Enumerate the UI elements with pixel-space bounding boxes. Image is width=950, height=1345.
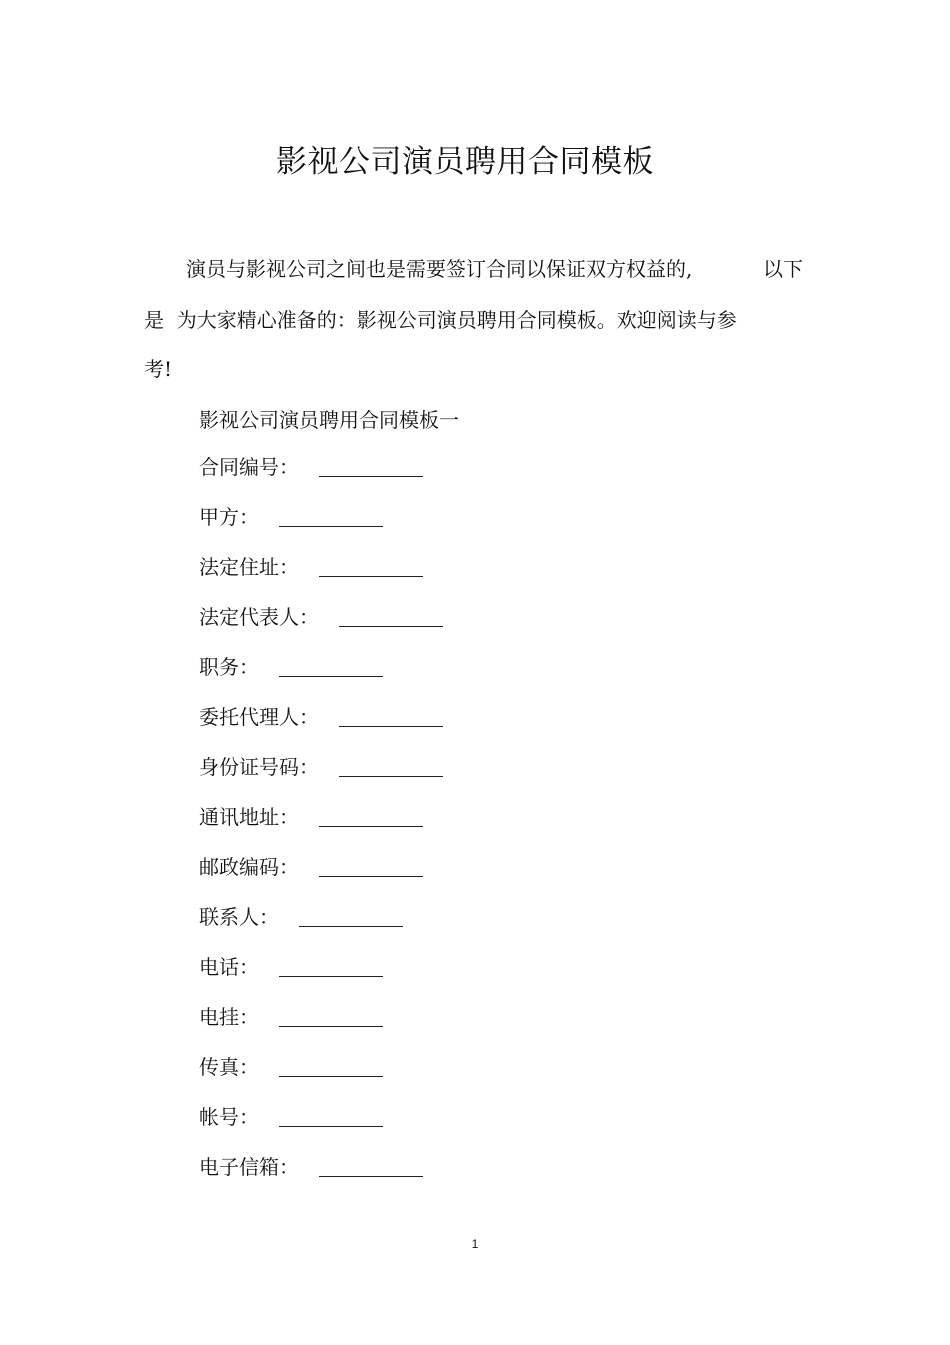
field-party-a	[199, 502, 443, 552]
fill-in-blank[interactable]	[339, 602, 443, 627]
field-label: 电挂：	[199, 1005, 259, 1029]
fill-in-blank[interactable]	[279, 502, 383, 527]
field-fax	[199, 1052, 443, 1102]
fill-in-blank[interactable]	[319, 452, 423, 477]
fill-in-blank[interactable]	[319, 802, 423, 827]
intro-line-1: 演员与影视公司之间也是需要签订合同以保证双方权益的,	[186, 257, 693, 281]
field-label: 电子信箱：	[199, 1155, 299, 1179]
fill-in-blank[interactable]	[319, 852, 423, 877]
fill-in-blank[interactable]	[319, 552, 423, 577]
fill-in-blank[interactable]	[339, 752, 443, 777]
field-account-number	[199, 1102, 443, 1152]
field-label: 联系人：	[199, 905, 279, 929]
field-postal-code	[199, 852, 443, 902]
field-telephone	[199, 952, 443, 1002]
field-label: 电话：	[199, 955, 259, 979]
field-label: 身份证号码：	[199, 755, 319, 779]
field-legal-representative	[199, 602, 443, 652]
intro-line-3: 考!	[144, 357, 173, 381]
field-label: 甲方：	[199, 505, 259, 529]
field-contract-number	[199, 452, 443, 502]
field-id-number	[199, 752, 443, 802]
field-label: 法定住址：	[199, 555, 299, 579]
document-title: 影视公司演员聘用合同模板	[276, 144, 654, 180]
field-label: 委托代理人：	[199, 705, 319, 729]
intro-line-1-end: 以下	[763, 257, 803, 281]
field-legal-address	[199, 552, 443, 602]
field-authorized-agent	[199, 702, 443, 752]
field-email	[199, 1152, 443, 1202]
fill-in-blank[interactable]	[279, 1002, 383, 1027]
field-label: 职务：	[199, 655, 259, 679]
fill-in-blank[interactable]	[279, 652, 383, 677]
field-position	[199, 652, 443, 702]
contract-fields-list	[199, 452, 443, 1202]
field-label: 通讯地址：	[199, 805, 299, 829]
fill-in-blank[interactable]	[279, 1102, 383, 1127]
field-contact-person	[199, 902, 443, 952]
fill-in-blank[interactable]	[279, 1052, 383, 1077]
field-label: 帐号：	[199, 1105, 259, 1129]
field-label: 法定代表人：	[199, 605, 319, 629]
field-mailing-address	[199, 802, 443, 852]
page-number: 1	[471, 1237, 479, 1251]
intro-line-2: 是 为大家精心准备的：影视公司演员聘用合同模板。欢迎阅读与参	[144, 308, 737, 332]
fill-in-blank[interactable]	[299, 902, 403, 927]
fill-in-blank[interactable]	[339, 702, 443, 727]
field-label: 传真：	[199, 1055, 259, 1079]
field-telegraph	[199, 1002, 443, 1052]
field-label: 合同编号：	[199, 455, 299, 479]
fill-in-blank[interactable]	[319, 1152, 423, 1177]
contract-subtitle: 影视公司演员聘用合同模板一	[199, 408, 459, 432]
fill-in-blank[interactable]	[279, 952, 383, 977]
field-label: 邮政编码：	[199, 855, 299, 879]
